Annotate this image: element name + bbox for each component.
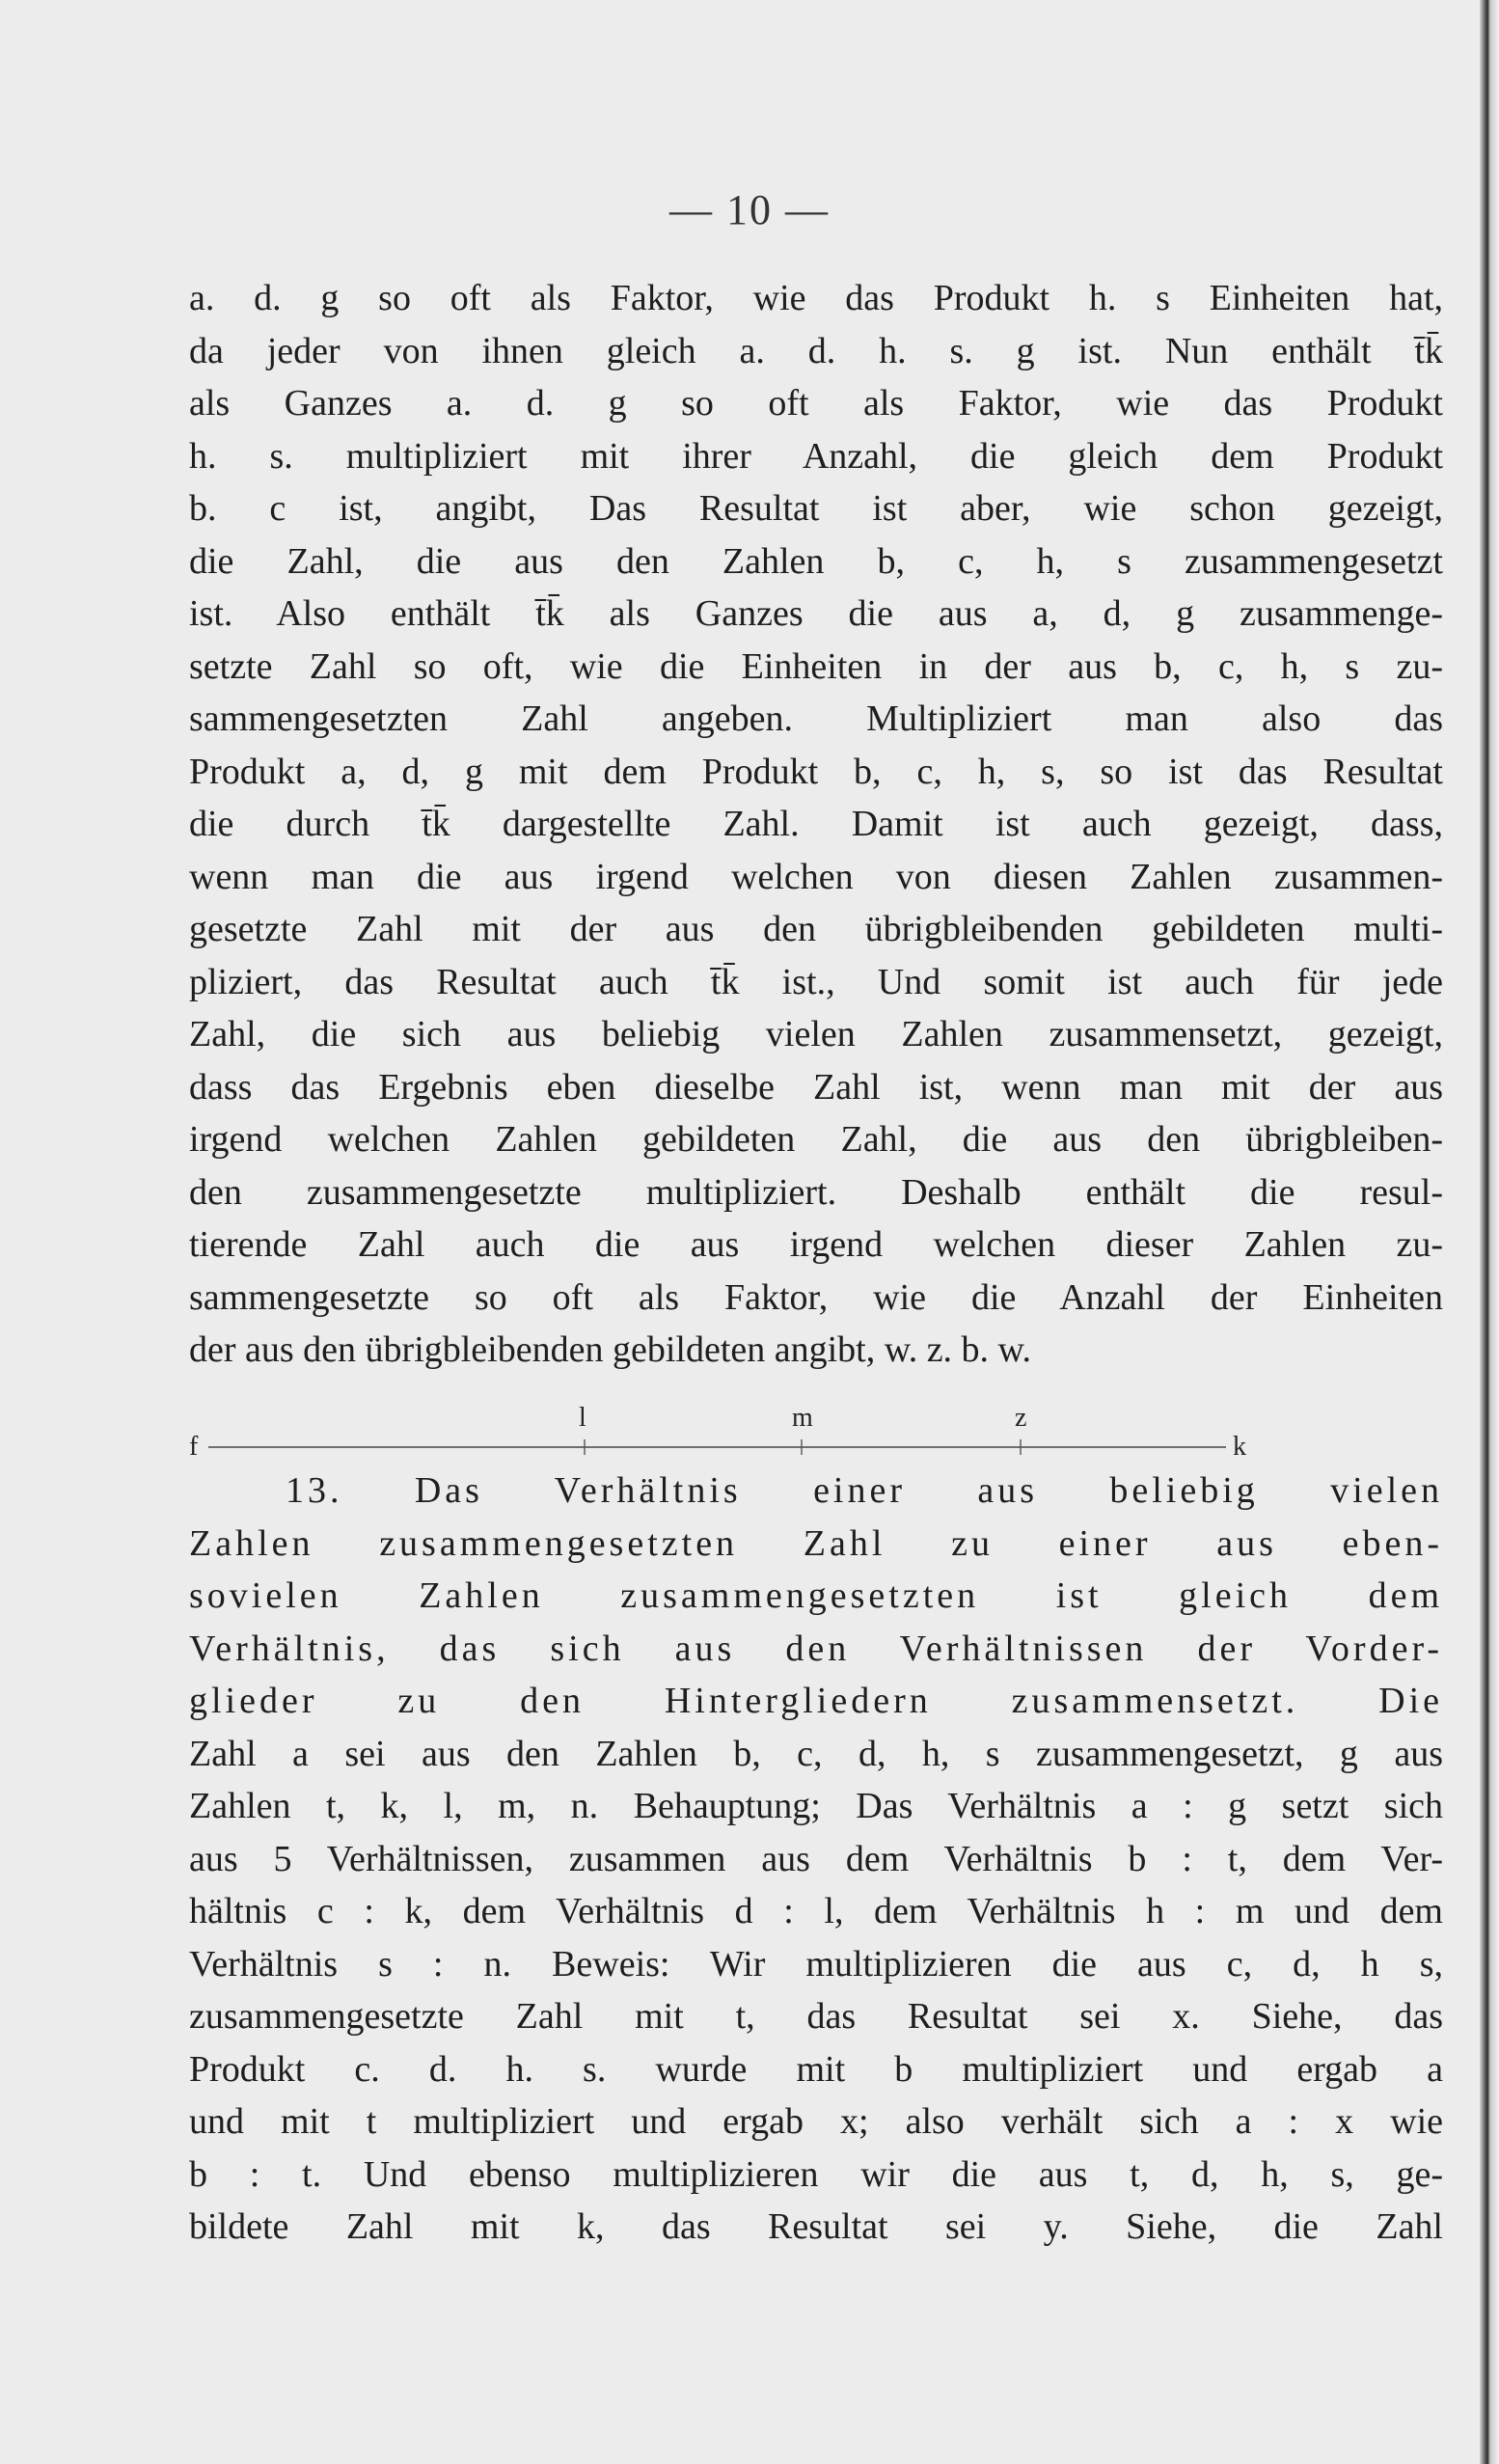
text-line: b. c ist, angibt, Das Resultat ist aber, wie schon gezeigt, [189, 488, 1443, 529]
text-line: Verhältnis, das sich aus den Verhältnissen der Vorder- [189, 1628, 1443, 1669]
label-m: m [792, 1403, 813, 1433]
text-line: und mit t multipliziert und ergab x; also verhält sich a : x wie [189, 2101, 1443, 2142]
label-k: k [1233, 1432, 1246, 1462]
section-heading-line: 13. Das Verhältnis einer aus beliebig vielen [286, 1470, 1443, 1511]
text-line: Verhältnis s : n. Beweis: Wir multiplizieren die aus c, d, h s, [189, 1943, 1443, 1985]
text-line: a. d. g so oft als Faktor, wie das Produkt h. s Einheiten hat, [189, 278, 1443, 318]
text-line: sammengesetzten Zahl angeben. Multipliziert man also das [189, 698, 1443, 739]
text-line: zusammengesetzte Zahl mit t, das Resultat sei x. Siehe, das [189, 1996, 1443, 2037]
text-line: die durch t̄k̄ dargestellte Zahl. Damit ist auch gezeigt, dass, [189, 804, 1443, 844]
text-line: sovielen Zahlen zusammengesetzten ist gleich dem [189, 1575, 1443, 1616]
text-line: pliziert, das Resultat auch t̄k̄ ist., Und somit ist auch für jede [189, 961, 1443, 1002]
text-line: aus 5 Verhältnissen, zusammen aus dem Verhältnis b : t, dem Ver- [189, 1838, 1443, 1879]
text-line: bildete Zahl mit k, das Resultat sei y. Siehe, die Zahl [189, 2206, 1443, 2247]
text-line: ist. Also enthält t̄k̄ als Ganzes die aus a, d, g zusammenge- [189, 593, 1443, 634]
text-line: h. s. multipliziert mit ihrer Anzahl, die gleich dem Produkt [189, 435, 1443, 477]
paragraph-1 [189, 272, 1443, 1377]
label-z: z [1015, 1403, 1027, 1433]
text-line: setzte Zahl so oft, wie die Einheiten in der aus b, c, h, s zu- [189, 645, 1443, 687]
page-number: — 10 — [669, 186, 830, 233]
text-line: Zahl a sei aus den Zahlen b, c, d, h, s zusammengesetzt, g aus [189, 1733, 1443, 1774]
text-line: wenn man die aus irgend welchen von diesen Zahlen zusammen- [189, 856, 1443, 897]
text-line: tierende Zahl auch die aus irgend welchen dieser Zahlen zu- [189, 1224, 1443, 1265]
line-segment-figure [189, 1403, 1279, 1465]
text-line: Produkt a, d, g mit dem Produkt b, c, h, s, so ist das Resultat [189, 751, 1443, 792]
text-line: Zahlen t, k, l, m, n. Behauptung; Das Verhältnis a : g setzt sich [189, 1786, 1443, 1826]
label-l: l [579, 1403, 586, 1433]
text-line: b : t. Und ebenso multiplizieren wir die aus t, d, h, s, ge- [189, 2153, 1443, 2195]
text-line: irgend welchen Zahlen gebildeten Zahl, die aus den übrigbleiben- [189, 1119, 1443, 1160]
text-line: den zusammengesetzte multipliziert. Deshalb enthält die resul- [189, 1171, 1443, 1213]
text-line: Zahlen zusammengesetzten Zahl zu einer aus eben- [189, 1522, 1443, 1564]
text-line: Produkt c. d. h. s. wurde mit b multipliziert und ergab a [189, 2048, 1443, 2090]
text-line: die Zahl, die aus den Zahlen b, c, h, s zusammengesetzt [189, 540, 1443, 582]
text-line: glieder zu den Hintergliedern zusammensetzt. Die [189, 1681, 1443, 1721]
paragraph-2 [189, 1465, 1443, 2254]
text-line: der aus den übrigbleibenden gebildeten angibt, w. z. b. w. [189, 1329, 1032, 1370]
segment-diagram [189, 1403, 1279, 1465]
text-line: Zahl, die sich aus beliebig vielen Zahlen zusammensetzt, gezeigt, [189, 1014, 1443, 1054]
text-line: als Ganzes a. d. g so oft als Faktor, wie das Produkt [189, 383, 1443, 424]
text-line: sammengesetzte so oft als Faktor, wie die Anzahl der Einheiten [189, 1276, 1443, 1318]
label-f: f [189, 1432, 199, 1462]
text-line: gesetzte Zahl mit der aus den übrigbleibenden gebildeten multi- [189, 909, 1443, 949]
text-line: da jeder von ihnen gleich a. d. h. s. g ist. Nun enthält t̄k̄ [189, 330, 1443, 371]
text-line: hältnis c : k, dem Verhältnis d : l, dem Verhältnis h : m und dem [189, 1891, 1443, 1931]
text-line: dass das Ergebnis eben dieselbe Zahl ist, wenn man mit der aus [189, 1066, 1443, 1108]
page-edge-shadow [1480, 0, 1499, 2464]
